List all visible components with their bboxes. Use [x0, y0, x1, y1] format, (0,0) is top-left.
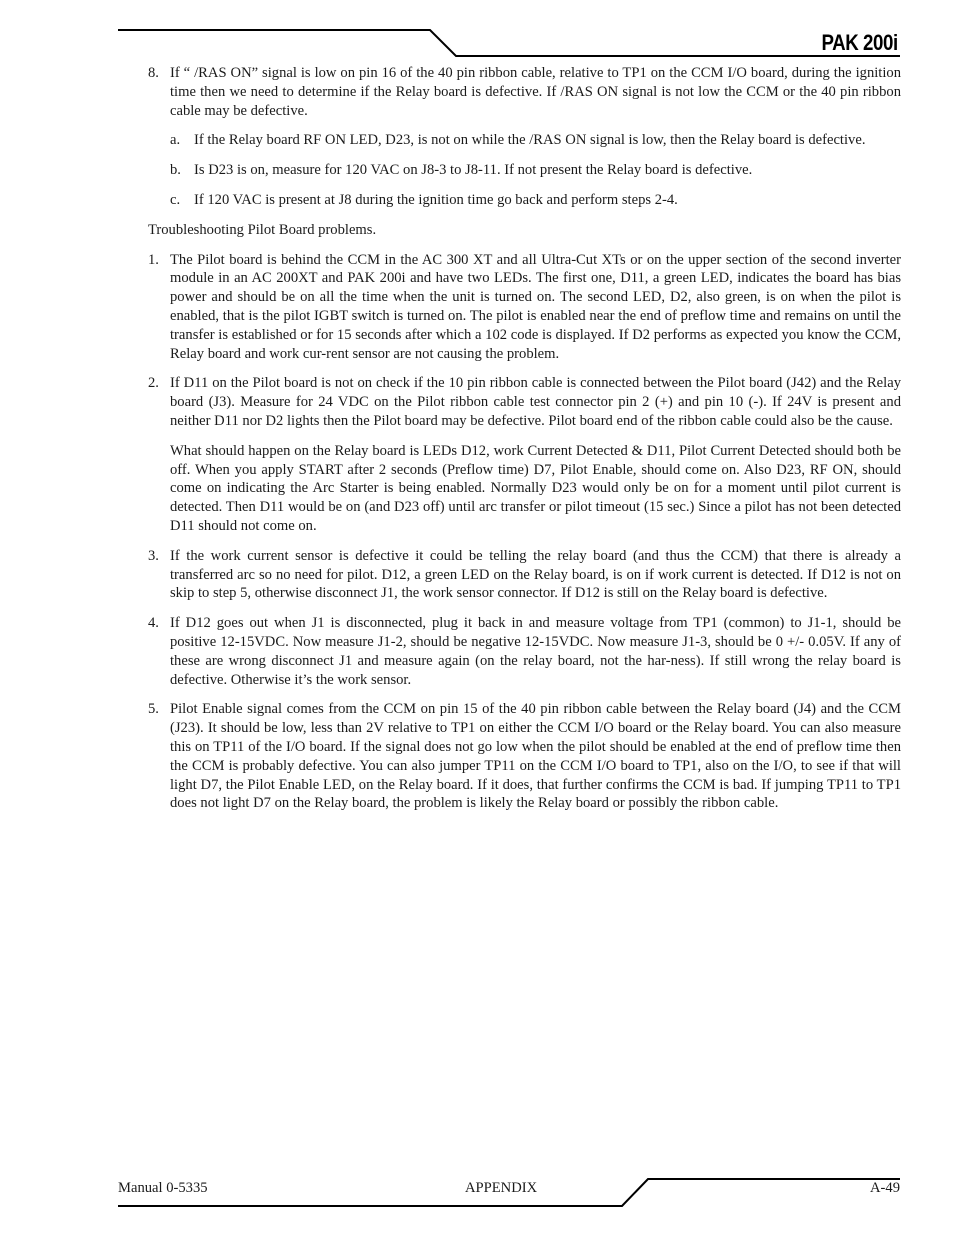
substep-letter: a.: [170, 132, 181, 149]
step-number: 1.: [148, 251, 159, 268]
step-number: 2.: [148, 375, 159, 392]
substep-letter: b.: [170, 162, 181, 179]
substep-text: If 120 VAC is present at J8 during the ignition time go back and perform steps 2-4.: [194, 191, 678, 208]
step-number: 8.: [148, 65, 159, 81]
step-text: If “ /RAS ON” signal is low on pin 16 of the 40 pin ribbon cable, relative to TP1 on the CCM I/O board, during the ignition time then we need to determine if the Relay board is defective. If /RAS ON signal is not low the CCM or the 40 pin ribbon cable may be defective.: [170, 65, 901, 119]
substep-text: If the Relay board RF ON LED, D23, is not on while the /RAS ON signal is low, then the Relay board is defective.: [194, 132, 866, 149]
product-title: PAK 200i: [821, 30, 898, 55]
step-text: The Pilot board is behind the CCM in the AC 300 XT and all Ultra-Cut XTs or on the upper section of the second inverter module in an AC 200XT and PAK 200i and have two LEDs. The first one, D11, a green LED, indicates the board has bias power and should be on all the time when the unit is turned on. The second LED, D2, also green, is on when the pilot is enabled, that is the pilot IGBT switch is turned on. The pilot is enabled near the end of preflow time and remains on until the transfer is established or for 15 seconds after which a 102 code is displayed. If D2 performs as expected you know the CCM, Relay board and work cur-rent sensor are not causing the problem.: [170, 251, 901, 362]
section-name: APPENDIX: [465, 1180, 538, 1196]
step-number: 5.: [148, 701, 159, 718]
substep-letter: c.: [170, 191, 181, 208]
step-number: 4.: [148, 615, 159, 632]
step-text: If D11 on the Pilot board is not on check if the 10 pin ribbon cable is connected between the Pilot board (J42) and the Relay board (J3). Measure for 24 VDC on the Pilot ribbon cable test connector pin 2 (+) and pin 10 (-). If 24V is present and neither D11 nor D2 lights then the Pilot board may be defective. Pilot board end of the ribbon cable could also be the cause.: [170, 375, 901, 429]
step-text: Pilot Enable signal comes from the CCM on pin 15 of the 40 pin ribbon cable between the Relay board (J4) and the CCM (J23). It should be low, less than 2V relative to TP1 on either the CCM I/O board or the Relay board. You can also measure this on TP11 of the I/O board. If the signal does not go low when the pilot should be enabled at the end of preflow time then the CCM is probably defective. You can also jumper TP11 on the CCM I/O board to TP1, also on the I/O, to see if that will light D7, the Pilot Enable LED, on the Relay board. If it does, that further confirms the CCM is bad. If jumping TP11 to TP1 does not light D7 on the Relay board, the problem is likely the Relay board or possibly the ribbon cable.: [170, 701, 901, 812]
manual-number: Manual 0-5335: [118, 1180, 208, 1196]
step-text: If D12 goes out when J1 is disconnected, plug it back in and measure voltage from TP1 (common) to J1-1, should be positive 12-15VDC. Now measure J1-2, should be negative 12-15VDC. Now measure J1-3, should be 0 +/- 0.05V. If any of these are wrong disconnect J1 and measure again (on the relay board, not the har-ness). If still wrong the relay board is defective. Otherwise it’s the work sensor.: [170, 615, 901, 688]
page-number: A-49: [870, 1180, 900, 1196]
section-heading: Troubleshooting Pilot Board problems.: [148, 221, 377, 238]
step-text: If the work current sensor is defective it could be telling the relay board (and thus the CCM) that there is already a transferred arc so no need for pilot. D12, a green LED on the Relay board, is on if work current is detected. If D12 is not on skip to step 5, otherwise disconnect J1, the work sensor connector. If D12 is still on the Relay board is defective.: [170, 547, 901, 602]
step-2-continuation: What should happen on the Relay board is LEDs D12, work Current Detected & D11, Pilot Current Detected should both be off. When you apply START after 2 seconds (Preflow time) D7, Pilot Enable, should come on. Also D23, RF ON, should come on indicating the Arc Starter is being enabled. Normally D23 would only be on for a moment until pilot current is detected. Then D11 would be on (and D23 off) until arc transfer or pilot timeout (15 sec.) Since a pilot has not been detected D11 should not come on.: [170, 442, 901, 534]
step-number: 3.: [148, 547, 159, 564]
substep-text: Is D23 is on, measure for 120 VAC on J8-3 to J8-11. If not present the Relay board is defective.: [194, 162, 753, 179]
